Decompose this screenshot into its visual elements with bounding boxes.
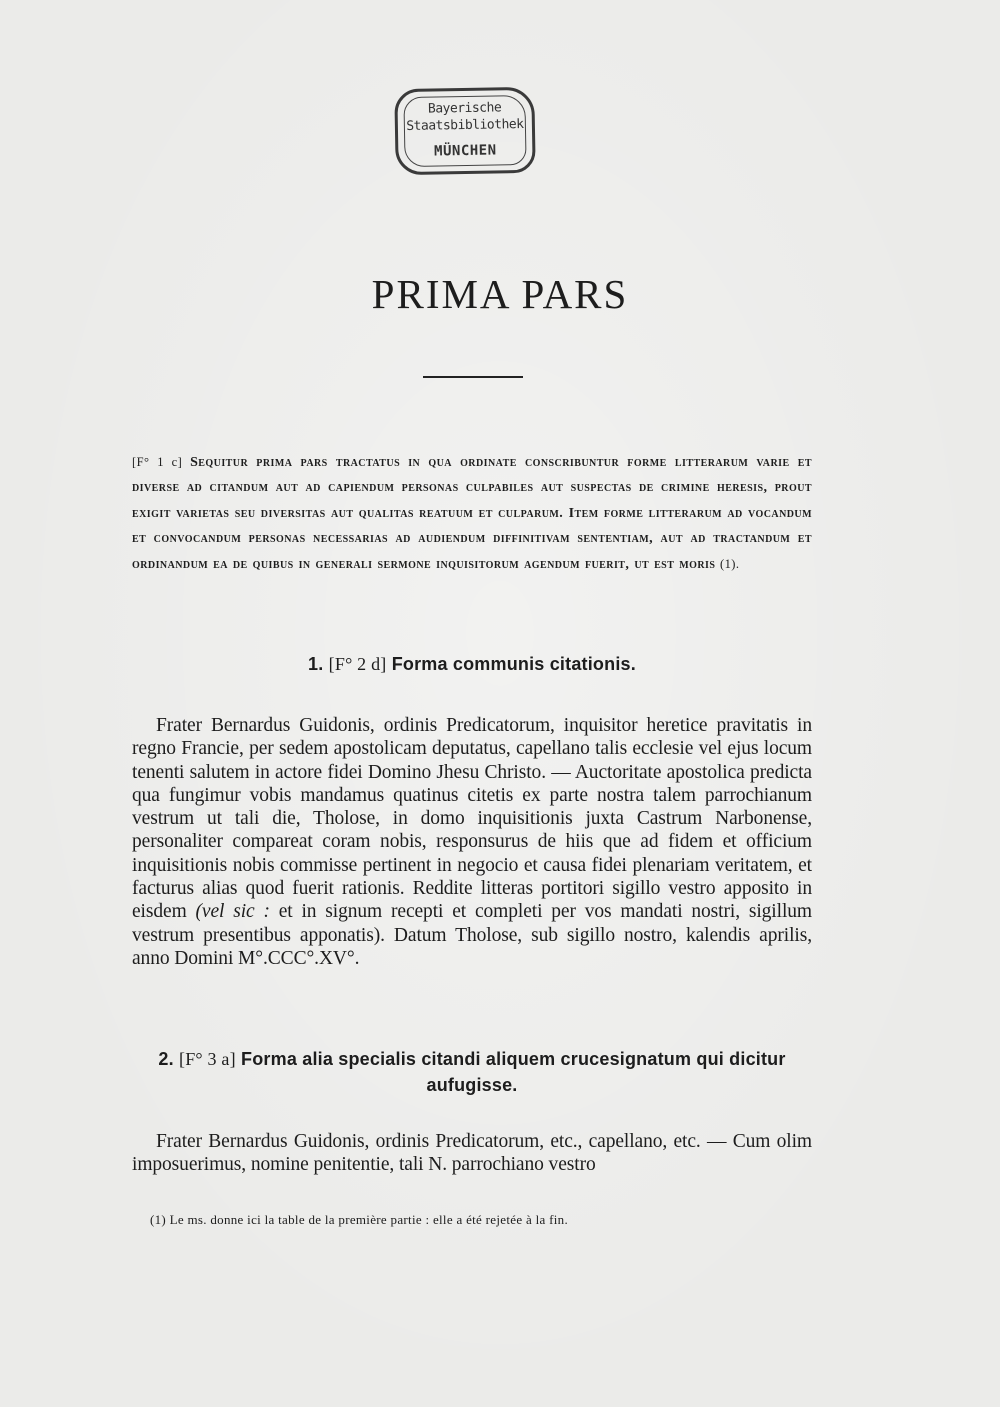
intro-folio-ref: [F° 1 c] (132, 455, 183, 469)
title-rule (423, 376, 523, 378)
stamp-text-line2: Staatsbibliothek (406, 116, 524, 135)
intro-footnote-mark: (1). (719, 556, 740, 571)
section-2-number: 2. (158, 1049, 174, 1069)
intro-paragraph (132, 450, 812, 577)
section-2-heading (132, 1046, 812, 1098)
page-title: PRIMA PARS (371, 271, 629, 317)
stamp-text-line3: MÜNCHEN (433, 142, 497, 160)
library-stamp (394, 87, 535, 175)
section-2-paragraph: Frater Bernardus Guidonis, ordinis Predicatorum, etc., capellano, etc. — Cum olim imposuerimus, nomine penitentie, tali N. parrochiano vestro (132, 1131, 812, 1176)
section-1-title: Forma communis citationis. (391, 654, 636, 674)
section-2-folio-ref: [F° 3 a] (179, 1049, 236, 1069)
intro-text: Sequitur prima pars tractatus in qua ordinate conscribuntur forme litterarum varie et diverse ad citandum aut ad capiendum personas culpabiles aut suspectas de crimine heresis, prout exigit varietas seu diversitas aut qualitas reatuum et culparum. Item forme litterarum ad vocandum et convocandum personas necessarias ad audiendum diffinitivam sententiam, aut ad tractandum et ordinandum ea de quibus in generali sermone inquisitorum agendum fuerit, ut est moris (132, 455, 812, 572)
section-1-folio-ref: [F° 2 d] (328, 654, 387, 674)
section-1-text: Frater Bernardus Guidonis, ordinis Predicatorum, inquisitor heretice pravitatis in regno Francie, per sedem apostolicam deputatus, capellano talis ecclesie vel ejus locum tenenti salutem in actore fidei Domino Jhesu Christo. — Auctoritate apostolica predicta qua fungimur vobis mandamus quatinus citetis ex parte nostra talem parrochianum vestrum ut tali die, Tholose, in domo inquisitionis juxta Castrum Narbonense, personaliter compareat coram nobis, responsurus de hiis que ad fidem et officium inquisitionis nobis commisse pertinent in negocio et causa fidei plenariam veritatem, et facturus alias quod fuerit rationis. Reddite litteras portitori sigillo vestro apposito in eisdem (132, 715, 812, 923)
section-2-title: Forma alia specialis citandi aliquem crucesignatum qui dicitur aufugisse. (241, 1049, 786, 1095)
footnote: (1) Le ms. donne ici la table de la première partie : elle a été rejetée à la fin. (150, 1212, 569, 1227)
section-1-italic: (vel sic : (195, 901, 270, 923)
section-1-text-end: et in signum recepti et completi per vos mandati nostri, sigillum vestrum presentibus apponatis). Datum Tholose, sub sigillo nostro, kalendis aprilis, anno Domini M°.CCC°.XV°. (132, 901, 812, 969)
section-1-paragraph (132, 714, 812, 970)
section-1-number: 1. (308, 654, 324, 674)
section-1-heading (132, 654, 812, 675)
stamp-text-line1: Bayerische (427, 100, 502, 117)
